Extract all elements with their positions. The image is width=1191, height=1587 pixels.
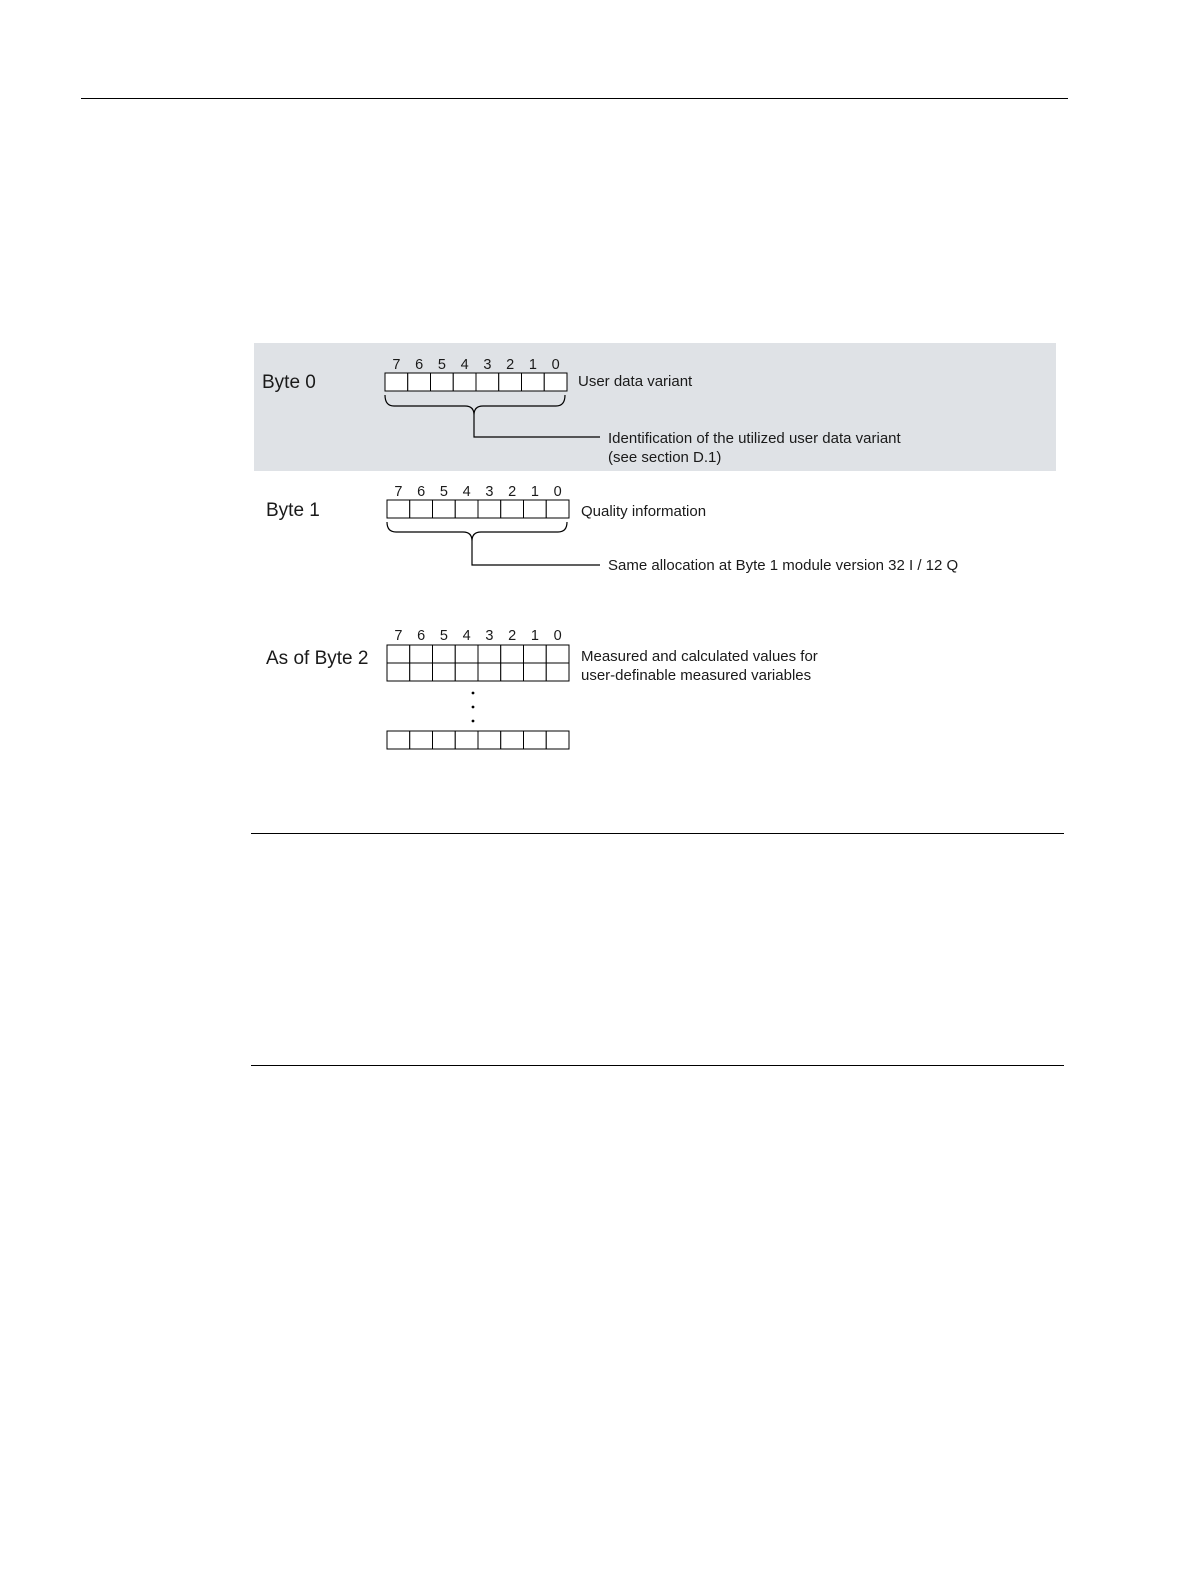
separator-rule-1 — [251, 833, 1064, 834]
bit-number: 1 — [530, 484, 539, 500]
bit-number: 1 — [530, 628, 539, 644]
bit-cell — [408, 373, 431, 391]
bit-cell — [501, 663, 524, 681]
byte2-bit-cells-row1 — [387, 645, 569, 663]
byte2-label: As of Byte 2 — [266, 648, 369, 669]
bit-cell — [501, 731, 524, 749]
byte0-description: User data variant — [578, 373, 693, 390]
bit-number: 3 — [485, 628, 494, 644]
bit-number: 2 — [506, 357, 515, 373]
bit-number: 4 — [462, 484, 471, 500]
byte2-bit-cells-last-row — [387, 731, 569, 749]
byte2-bit-numbers — [394, 628, 561, 644]
bit-cell — [431, 373, 454, 391]
bit-cell — [478, 731, 501, 749]
bit-cell — [455, 663, 478, 681]
bit-cell — [524, 663, 547, 681]
bit-number: 2 — [508, 484, 517, 500]
byte1-bit-numbers — [394, 484, 561, 500]
bit-cell — [433, 663, 456, 681]
bit-number: 4 — [460, 357, 469, 373]
bit-cell — [546, 663, 569, 681]
byte1-leader-line — [472, 541, 600, 565]
bit-number: 0 — [551, 357, 560, 373]
byte1-note-line1: Same allocation at Byte 1 module version 32 I / 12 Q — [608, 557, 959, 574]
bit-cell — [524, 500, 547, 518]
byte2-description-line1: Measured and calculated values for — [581, 648, 818, 665]
bit-number: 2 — [508, 628, 517, 644]
byte2-bit-cells-row2 — [387, 663, 569, 681]
bit-cell — [501, 645, 524, 663]
bit-cell — [524, 731, 547, 749]
bit-cell — [455, 645, 478, 663]
bit-cell — [387, 663, 410, 681]
bit-cell — [478, 500, 501, 518]
bit-number: 7 — [394, 484, 403, 500]
bit-cell — [544, 373, 567, 391]
continuation-dot-2 — [472, 706, 475, 709]
separator-rule-2 — [251, 1065, 1064, 1066]
bit-number: 1 — [528, 357, 537, 373]
byte0-note-line2: (see section D.1) — [608, 449, 722, 466]
byte0-note-line1: Identification of the utilized user data variant — [608, 430, 901, 447]
bit-cell — [410, 500, 433, 518]
byte0-label: Byte 0 — [262, 372, 316, 393]
bit-number: 6 — [417, 628, 426, 644]
bit-number: 5 — [439, 484, 448, 500]
bit-cell — [476, 373, 499, 391]
bit-cell — [478, 663, 501, 681]
byte1-curly-brace — [387, 522, 567, 541]
bit-number: 4 — [462, 628, 471, 644]
byte1-bit-cells — [387, 500, 569, 518]
continuation-dot-1 — [472, 692, 475, 695]
continuation-dot-3 — [472, 720, 475, 723]
bit-cell — [387, 645, 410, 663]
byte2-description-line2: user-definable measured variables — [581, 667, 812, 684]
bit-cell — [522, 373, 545, 391]
bit-cell — [499, 373, 522, 391]
bit-cell — [433, 645, 456, 663]
bit-cell — [478, 645, 501, 663]
bit-number: 7 — [392, 357, 401, 373]
bit-number: 6 — [415, 357, 424, 373]
bit-cell — [546, 645, 569, 663]
bit-cell — [387, 731, 410, 749]
bit-cell — [524, 645, 547, 663]
bit-number: 5 — [437, 357, 446, 373]
bit-cell — [410, 663, 433, 681]
bit-cell — [501, 500, 524, 518]
bit-number: 3 — [485, 484, 494, 500]
bit-cell — [453, 373, 476, 391]
bit-cell — [385, 373, 408, 391]
bit-cell — [546, 500, 569, 518]
bit-number: 0 — [553, 484, 562, 500]
bit-number: 0 — [553, 628, 562, 644]
bit-cell — [546, 731, 569, 749]
bit-cell — [433, 731, 456, 749]
bit-cell — [387, 500, 410, 518]
byte1-description: Quality information — [581, 503, 707, 520]
bit-cell — [410, 731, 433, 749]
bit-cell — [455, 500, 478, 518]
bit-cell — [410, 645, 433, 663]
bit-number: 5 — [439, 628, 448, 644]
byte0-bit-cells — [385, 373, 567, 391]
bit-number: 7 — [394, 628, 403, 644]
byte1-label: Byte 1 — [266, 500, 320, 521]
bit-cell — [433, 500, 456, 518]
bit-number: 3 — [483, 357, 492, 373]
bit-cell — [455, 731, 478, 749]
bit-number: 6 — [417, 484, 426, 500]
